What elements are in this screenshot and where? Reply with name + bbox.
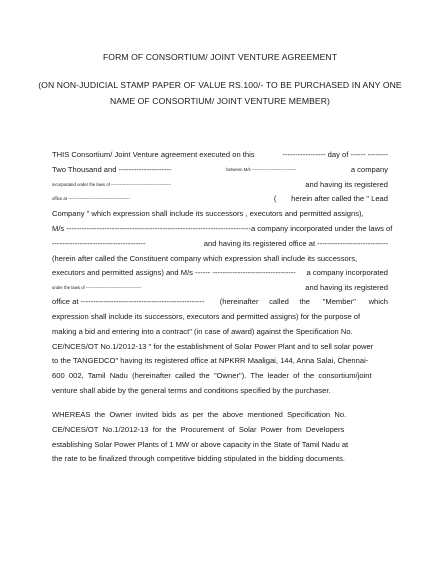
paragraph-line: the rate to be finalized through competitive bidding stipulated in the bidding documents. — [52, 454, 345, 463]
paragraph-line: M/s -------------------------------------------------------------------------a com pany incorporated under the laws of — [52, 224, 393, 233]
paragraph-line: CE/NCES/OT No.1/2012-13 " for the establishment of Solar Power Plant and to sell solar power — [52, 342, 374, 351]
paragraph-line: ------------------------------------- and having its registered office at ---------------------------- — [52, 239, 388, 248]
paragraph-line: 600 002, Tamil Nadu (hereinafter called the "Owner"). The leader of the consortium/joint — [52, 371, 372, 380]
paragraph-line: under the laws of --------------------------------------- and having its registered — [52, 283, 388, 292]
document-title: FORM OF CONSORTIUM/ JOINT VENTURE AGREEMENT — [102, 52, 338, 62]
paragraph-line: venture shall abide by the general terms and conditions specified by the purchaser. — [52, 386, 331, 395]
paragraph-line: (herein after called the Constituent company which expression shall include its successors, — [52, 254, 358, 263]
paragraph-line: expression shall include its successors, executors and permitted assigns) for the purpose of — [52, 312, 361, 321]
paragraph-line: establishing Solar Power Plants of 1 MW or above capacity in the State of Tamil Nadu at — [52, 440, 349, 449]
paragraph-line: Company " which expression shall include its successors , executors and permitted assigns), — [52, 209, 364, 218]
paragraph-line: Two Thousand and --------------------- between M/s ------------------------------- a company — [52, 165, 388, 174]
paragraph-line: incorporated under the laws of ------------------------------------------ and having its registered — [52, 180, 388, 189]
paragraph-line: office at ------------------------------------------------- (hereinafter called the "Member" which — [52, 297, 388, 306]
paragraph-line: making a bid and entering into a contract" (in case of award) against the Specification No. — [52, 327, 353, 336]
paragraph-line: to the TANGEDCO" having its registered office at NPKRR Maaligai, 144, Anna Salai, Chennai- — [52, 356, 369, 365]
document-subtitle-line-2: NAME OF CONSORTIUM/ JOINT VENTURE MEMBER) — [109, 96, 331, 106]
paragraph-line: THIS Consortium/ Joint Venture agreement executed on this ----------------- day of ------ -------- — [52, 150, 388, 159]
paragraph-line: executors and permitted assigns) and M/s ------ --------------------------------- a company incorporated — [52, 268, 388, 277]
paragraph-line: WHEREAS the Owner invited bids as per the above mentioned Specification No. — [52, 410, 347, 419]
paragraph-line: office at ------------------------------------------- ( herein after called the " Lead — [52, 194, 388, 203]
paragraph-line: CE/NCES/OT No.1/2012-13 for the Procurement of Solar Power from Developers — [52, 425, 345, 434]
document-subtitle-line-1: (ON NON-JUDICIAL STAMP PAPER OF VALUE RS.100/- TO BE PURCHASED IN ANY ONE — [38, 80, 402, 90]
